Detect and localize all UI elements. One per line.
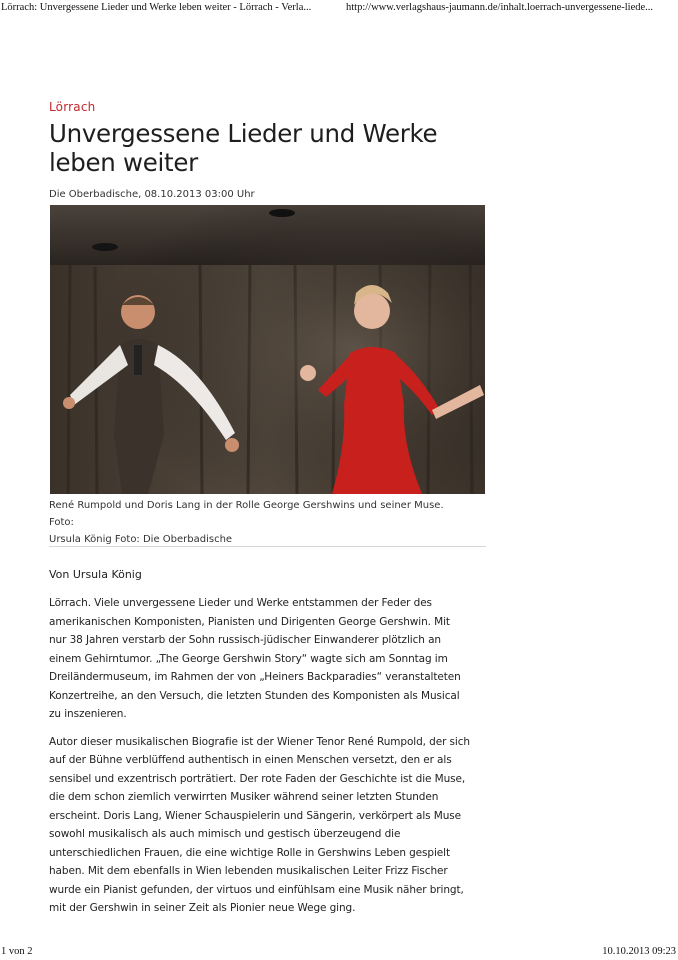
body-line: wurde ein Pianist gefunden, der virtuos und einfühlsam eine Musik näher bringt, <box>49 883 464 896</box>
caption-line-1: René Rumpold und Doris Lang in der Rolle George Gershwins und seiner Muse. Foto: <box>49 500 444 528</box>
body-line: Autor dieser musikalischen Biografie ist der Wiener Tenor René Rumpold, der sich <box>49 735 470 748</box>
article-photo <box>50 205 485 494</box>
print-header-url: http://www.verlagshaus-jaumann.de/inhalt.loerrach-unvergessene-liede... <box>346 2 654 13</box>
headline-line-1: Unvergessene Lieder und Werke <box>49 119 438 148</box>
body-paragraph <box>49 733 489 918</box>
body-line: die dem schon ziemlich verwirrten Musiker während seiner letzten Stunden <box>49 791 439 803</box>
body-line: auf der Bühne verblüffend authentisch in einen Menschen versetzt, den er als <box>49 754 452 766</box>
photo-caption <box>49 497 469 548</box>
body-line: Dreiländermuseum, im Rahmen der von „Heiners Backparadies“ veranstalteten <box>49 671 461 683</box>
headline-line-2: leben weiter <box>49 148 198 177</box>
body-line: zu inszenieren. <box>49 708 127 720</box>
body-line: einem Gehirntumor. „The George Gershwin Story“ wagte sich am Sonntag im <box>49 652 448 665</box>
body-line: amerikanischen Komponisten, Pianisten und Dirigenten George Gershwin. Mit <box>49 615 450 628</box>
article-meta: Die Oberbadische, 08.10.2013 03:00 Uhr <box>49 189 255 200</box>
print-footer <box>0 946 678 960</box>
stage-photo-illustration <box>50 205 485 494</box>
body-line: sensibel und exzentrisch porträtiert. Der rote Faden der Geschichte ist die Muse, <box>49 772 466 785</box>
caption-line-2: Ursula König Foto: Die Oberbadische <box>49 534 233 545</box>
body-line: Lörrach. Viele unvergessene Lieder und Werke entstammen der Feder des <box>49 597 432 609</box>
body-line: Konzertreihe, an den Versuch, die letzten Stunden des Komponisten als Musical <box>49 689 460 702</box>
print-header <box>0 0 678 18</box>
body-line: unterschiedlichen Frauen, die eine wichtige Rolle in Gershwins Leben gespielt <box>49 846 450 859</box>
article-header <box>49 100 489 203</box>
section-kicker[interactable]: Lörrach <box>49 100 96 114</box>
body-line: mit der Gershwin in seiner Zeit als Pionier neue Wege ging. <box>49 902 356 914</box>
print-timestamp: 10.10.2013 09:23 <box>602 946 676 957</box>
body-paragraph <box>49 594 489 724</box>
article-body <box>49 594 489 927</box>
body-line: erscheint. Doris Lang, Wiener Schauspielerin und Sängerin, verkörpert als Muse <box>49 809 462 822</box>
byline: Von Ursula König <box>49 568 142 581</box>
body-line: nur 38 Jahren verstarb der Sohn russisch-jüdischer Einwanderer plötzlich an <box>49 634 441 646</box>
body-line: sowohl musikalisch als auch mimisch und gestisch überzeugend die <box>49 828 401 840</box>
divider <box>49 546 486 547</box>
article-headline <box>49 119 489 177</box>
body-line: haben. Mit dem ebenfalls in Wien lebenden musikalischen Leiter Frizz Fischer <box>49 865 448 877</box>
page-number: 1 von 2 <box>1 946 33 957</box>
print-header-title: Lörrach: Unvergessene Lieder und Werke leben weiter - Lörrach - Verla... <box>1 2 312 13</box>
